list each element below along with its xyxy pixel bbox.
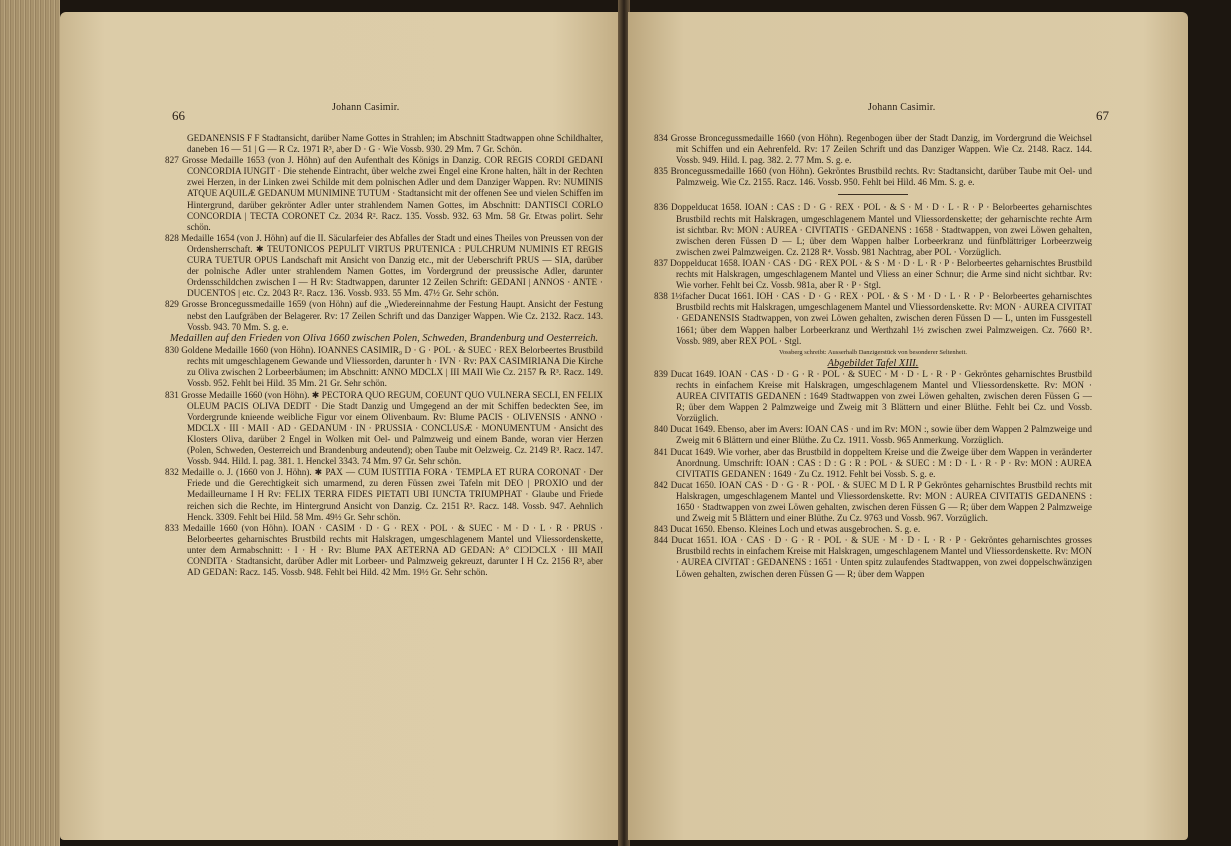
entry-number: 831 — [165, 389, 182, 400]
catalogue-entry — [654, 480, 1092, 524]
running-head-left: Johann Casimir. — [332, 102, 400, 113]
entry-text: Medaille 1660 (von Höhn). IOAN · CASIM · D · G · REX · POL · & SUEC · M · D · L · R · PRUS · Belorbeertes geharnischtes Brustbild rechts mit Halskragen, umgeschlagenem Mantel und Vliessordenskette, unter dem Armabschnitt: · I · H · Rv: Blume PAX AETERNA AD GEDAN: A° CIƆIƆCLX · III MAII CONDITA · Stadtansicht, darüber Adler mit Lorbeer- und Palmzweig gekreuzt, darunter I H Cz. 2156 R³, aber AD GEDAN: Racz. 145. Vossb. 948. Fehlt bei Hild. 42 Mm. 19½ Gr. Sehr schön. — [182, 522, 604, 578]
entry-number: 834 — [654, 133, 671, 143]
page-number-left: 66 — [172, 108, 185, 123]
entry-text: Broncegussmedaille 1660 (von Höhn). Gekröntes Brustbild rechts. Rv: Stadtansicht, darüber Taube mit Oel- und Palmzweig. Wie Cz. 2155. Racz. 146. Vossb. 950. Fehlt bei Hild. 46 Mm. S. g. e. — [670, 166, 1092, 188]
entry-number: 843 — [654, 524, 671, 535]
right-page — [628, 12, 1188, 840]
entry-text: Doppelducat 1658. IOAN · CAS · DG · REX POL · & S · M · D · L · R · P · Belorbeertes geharnischtes Brustbild rechts mit Halskragen, umgeschlagenem Mantel und Vliess an einer Schnur; die Arme sind nicht sichtbar. Rv: Wie vorher. Fehlt bei Cz. Vossb. 981a, aber R · P · Stgl. — [670, 257, 1092, 291]
section-rule — [838, 194, 908, 195]
entry-text: Ducat 1651. IOA · CAS · D · G · R · POL · & SUE · M · D · L · R · P · Gekröntes geharnischtes grosses Brustbild rechts in einfachem Kreise mit Halskragen, umgeschlagenem Mantel und Vliessordenskette. Rv: MON · AUREA CIVITAT : GEDANENS : 1651 · Unten spitz zulaufendes Stadtwappen, von zwei doppelschwänzigen Löwen gehalten, zwischen deren Füssen G — R; über dem Wappen — [671, 535, 1092, 579]
entry-number: 844 — [654, 535, 672, 546]
catalogue-entry — [654, 424, 1092, 446]
catalogue-entry — [654, 166, 1092, 188]
entry-number: 833 — [165, 522, 183, 533]
catalogue-entry — [165, 523, 603, 578]
entry-text: Doppelducat 1658. IOAN : CAS : D · G · REX · POL · & S · M · D · L · R · P · Belorbeertes geharnischtes Brustbild rechts mit Halskragen, umgeschlagenem Mantel und Vliessordenskette; der geharnischte rechte Arm ist sichtbar. Rv: MON : AUREA · CIVITATIS · GEDANENS : 1658 · Stadtwappen, von zwei Löwen gehalten, zwischen deren Füssen D — L; über dem Wappen halber Lorbeerkranz und fünfblättriger Lorbeerzweig zwischen zwei Palmzweigen. Cz. 2128 R⁴. Vossb. 981 Nachtrag, aber POL · Vorzüglich. — [670, 202, 1093, 257]
entry-number: 837 — [654, 257, 671, 268]
entry-number: 829 — [165, 299, 182, 310]
plate-caption: Abgebildet Tafel XIII. — [827, 357, 919, 369]
entry-text: Ducat 1650. Ebenso. Kleines Loch und etwas ausgebrochen. S. g. e. — [670, 524, 921, 535]
entry-number: 842 — [654, 479, 671, 490]
footnote: Vossberg schreibt: Ausserhalb Danzigerstück von besonderer Seltenheit. — [778, 348, 968, 356]
entry-number: 840 — [654, 424, 671, 435]
entry-number: 832 — [165, 467, 182, 478]
entry-text: Medaille 1654 (von J. Höhn) auf die II. Säcularfeier des Abfalles der Stadt und eines Theiles von Preussen von der Ordensherrschaft. ✱ TEUTONICOS PEPULIT VIRTUS PRUTENICA : PULCHRUM NUMINIS ET REGIS CURA TUETUR OPUS Landschaft mit Ansicht von Danzig etc., mit der Ueberschrift PRUS — SIA, darüber der polnische Adler unter strahlendem Namen Gottes, im Vordergrund der preussische Adler, darunter Ordensschildchen zwischen I — H Rv: Stadtwappen, darunter 12 Zeilen Schrift: GEDANI | ANNOS · ANTE · DUCENTOS | etc. Cz. 2043 R². Racz. 136. Vossb. 933. 55 Mm. 47½ Gr. Sehr schön. — [181, 232, 603, 299]
entries-top-left — [165, 133, 603, 333]
running-head-right: Johann Casimir. — [868, 102, 936, 113]
catalogue-entry — [165, 345, 603, 389]
entry-text: 1½facher Ducat 1661. IOH · CAS · D · G · REX · POL · & S · M · D · L · R · P · Belorbeertes geharnischtes Brustbild rechts mit Halskragen, umgeschlagenem Mantel und Vliessordenskette. Rv: MON · AUREA CIVITAT · GEDANENSIS Stadtwappen, von zwei Löwen gehalten, zwischen deren Füssen D — L, unten im Fussgestell 1661; über dem Wappen halber Lorbeerkranz und Werthzahl 1½ zwischen zwei Palmzweigen. Cz. 7660 R⁵. Vossb. 989, aber REX POL · Stgl. — [670, 291, 1092, 346]
left-page — [60, 12, 620, 840]
entry-number: 839 — [654, 368, 671, 379]
entry-text: Grosse Medaille 1653 (von J. Höhn) auf den Aufenthalt des Königs in Danzig. COR REGIS CORDI GEDANI CONCORDIA IUNGIT · Die stehende Eintracht, über welche zwei Engel eine Krone halten, hält in der Rechten zwei Herzen, in der Linken zwei Schilde mit dem polnischen Adler und dem Danziger Wappen. Rv: NUMINIS ATQUE AQUILÆ GEDANUM MUNIMINE TUTUM · Stadtansicht mit der offenen See und vielen Schiffen im Hintergrund, darüber gekrönter Adler unter strahlendem Namen Gottes, im Abschnitt: DANTISCI CORLO CONCORDIA | TECTA CORONET Cz. 2034 R². Racz. 135. Vossb. 932. 63 Mm. 58 Gr. Etwas polirt. Sehr schön. — [181, 155, 604, 232]
catalogue-entry — [165, 133, 603, 155]
section-heading: Medaillen auf den Frieden von Oliva 1660 zwischen Polen, Schweden, Brandenburg und Oesterreich. — [169, 332, 599, 344]
catalogue-entry — [654, 535, 1092, 579]
entry-number: 827 — [165, 155, 182, 166]
catalogue-entry — [654, 447, 1092, 480]
entry-text: Ducat 1649. IOAN · CAS · D · G · R · POL · & SUEC · M · D · L · R · P · Gekröntes geharnischtes Brustbild rechts in einfachem Kreise mit Halskragen, umgeschlagenem Mantel und Vliessordenskette. Rv: MON · AUREA CIVITATIS GEDANEN : 1649 Stadtwappen von zwei Löwen gehalten, zwischen deren Füssen G — R; über dem Wappen 2 Palmzweige und Zweig mit 3 Blättern und einer Blüthe. Fehlt bei Cz. und Vossb. Vorzüglich. — [670, 368, 1093, 424]
entry-text: Medaille o. J. (1660 von J. Höhn). ✱ PAX — CUM IUSTITIA FORA · TEMPLA ET RURA CORONAT · Der Friede und die Gerechtigkeit sich umarmend, zu deren Füssen zwei Tafeln mit DEO | PROXIO und der Medailleurname I H Rv: FELIX TERRA FIDES PIETATI UBI IUNCTA TRIUMPHAT · Glaube und Friede reichen sich die Rechte, im Hintergrund Ansicht von Danzig. Cz. 2151 R³. Racz. 148. Vossb. 947. Aehnlich Henck. 3309. Fehlt bei Hild. 58 Mm. 49½ Gr. Sehr schön. — [181, 467, 603, 522]
entries-mid-right — [654, 202, 1092, 346]
entries-bottom-left — [165, 345, 603, 578]
entry-text: Ducat 1650. IOAN CAS · D · G · R · POL · & SUEC M D L R P Gekröntes geharnischtes Brustbild rechts mit Halskragen, umgeschlagenem Mantel und Vliessordenskette. Rv: MON : AUREA CIVITATIS GEDANENS : 1650 · Stadtwappen von zwei Löwen gehalten, zwischen deren Füssen G — R; über dem Wappen 2 Palmzweige und Zweig mit 5 Blättern und einer Blüthe. Zu Cz. 9763 und Vossb. 967. Vorzüglich. — [670, 479, 1092, 524]
catalogue-entry — [165, 390, 603, 468]
page-edges — [0, 0, 60, 846]
entry-text: GEDANENSIS F F Stadtansicht, darüber Name Gottes in Strahlen; im Abschnitt Stadtwappen ohne Schildhalter, daneben 16 — 51 | G — R Cz. 1971 R³, aber D · G · Wie Vossb. 930. 29 Mm. 7 Gr. Schön. — [187, 133, 603, 155]
left-page-text — [165, 133, 603, 578]
entry-number: 836 — [654, 202, 671, 213]
entries-top-right — [654, 133, 1092, 188]
catalogue-entry — [654, 133, 1092, 166]
catalogue-entry — [165, 155, 603, 233]
catalogue-entry — [654, 291, 1092, 346]
catalogue-entry — [654, 258, 1092, 291]
catalogue-entry — [165, 467, 603, 522]
entry-text: Grosse Broncegussmedaille 1659 (von Höhn) auf die „Wiedereinnahme der Festung Haupt. Ansicht der Festung nebst den Laufgräben der Belagerer. Rv: 17 Zeilen Schrift und das Danziger Wappen. Wie Cz. 2132. Racz. 143. Vossb. 943. 70 Mm. S. g. e. — [181, 299, 604, 332]
entry-text: Ducat 1649. Ebenso, aber im Avers: IOAN CAS · und im Rv: MON :, sowie über dem Wappen 2 Palmzweige und Zweig mit 6 Blättern und einer Blüthe. Zu Cz. 1911. Vossb. 965 Anmerkung. Vorzüglich. — [670, 424, 1093, 446]
catalogue-entry — [165, 233, 603, 300]
entry-number: 830 — [165, 345, 182, 356]
entry-number: 835 — [654, 166, 671, 177]
page-number-right: 67 — [1096, 108, 1109, 123]
catalogue-entry — [165, 299, 603, 332]
entry-number: 841 — [654, 446, 671, 457]
entry-number: 828 — [165, 232, 182, 243]
entries-bottom-right — [654, 369, 1092, 580]
catalogue-entry — [654, 202, 1092, 257]
right-page-text — [654, 133, 1092, 580]
catalogue-entry — [654, 369, 1092, 424]
entry-number: 838 — [654, 291, 671, 302]
catalogue-entry — [654, 524, 1092, 535]
entry-text: Ducat 1649. Wie vorher, aber das Brustbild in doppeltem Kreise und die Zweige über dem Wappen in veränderter Anordnung. Umschrift: IOAN : CAS : D : G : R : POL · & SUEC : M : D · L · R · P · Rv: MON : AUREA CIVITATIS GEDANEN : 1649 · Zu Cz. 1912. Fehlt bei Vossb. S. g. e. — [670, 446, 1093, 479]
entry-text: Grosse Medaille 1660 (von Höhn). ✱ PECTORA QUO REGUM, COEUNT QUO VULNERA SECLI, EN FELIX OLEUM PACIS OLIVA DEDIT · Die Stadt Danzig und Umgegend an der mit Schiffen bedeckten See, im Vordergrunde knieende weibliche Figur vor einem Olivenbaum. Rv: Blume PACIS · OLIVENSIS · ANNO · MDCLX · III · MAII · AD · GEDANUM · IN · PRUSSIA · CONCLUSÆ · MONUMENTUM · Ansicht des Klosters Oliva, darüber 2 Engel in Wolken mit Oel- und Palmzweig und einem Bande, woran vier Herzen (Polen, Schweden, Oesterreich und Brandenburg andeutend); oben Taube mit Oelzweig. Cz. 2149 R³. Racz. 147. Vossb. 944. Hild. I. pag. 381. 1. Henckel 3343. 74 Mm. 97 Gr. Sehr schön. — [181, 389, 604, 467]
entry-text: Goldene Medaille 1660 (von Höhn). IOANNES CASIMIR₉ D · G · POL · & SUEC · REX Belorbeertes Brustbild rechts mit umgeschlagenem Gewande und Vliessorden, darunter h · IVN · Rv: PAX CASIMIRIANA Die Kirche zu Oliva zwischen 2 Lorbeerbäumen; im Abschnitt: ANNO MDCLX | III MAII Wie Cz. 2157 ℞ R³. Racz. 149. Vossb. 952. Fehlt bei Hild. 35 Mm. 21 Gr. Sehr schön. — [181, 345, 604, 389]
entry-text: Grosse Broncegussmedaille 1660 (von Höhn). Regenbogen über der Stadt Danzig, im Vordergrund die Weichsel mit Schiffen und ein Aehrenfeld. Rv: 17 Zeilen Schrift und das Danziger Wappen. Wie Cz. 2148. Racz. 144. Vossb. 949. Hild. I. pag. 382. 2. 77 Mm. S. g. e. — [670, 133, 1093, 166]
